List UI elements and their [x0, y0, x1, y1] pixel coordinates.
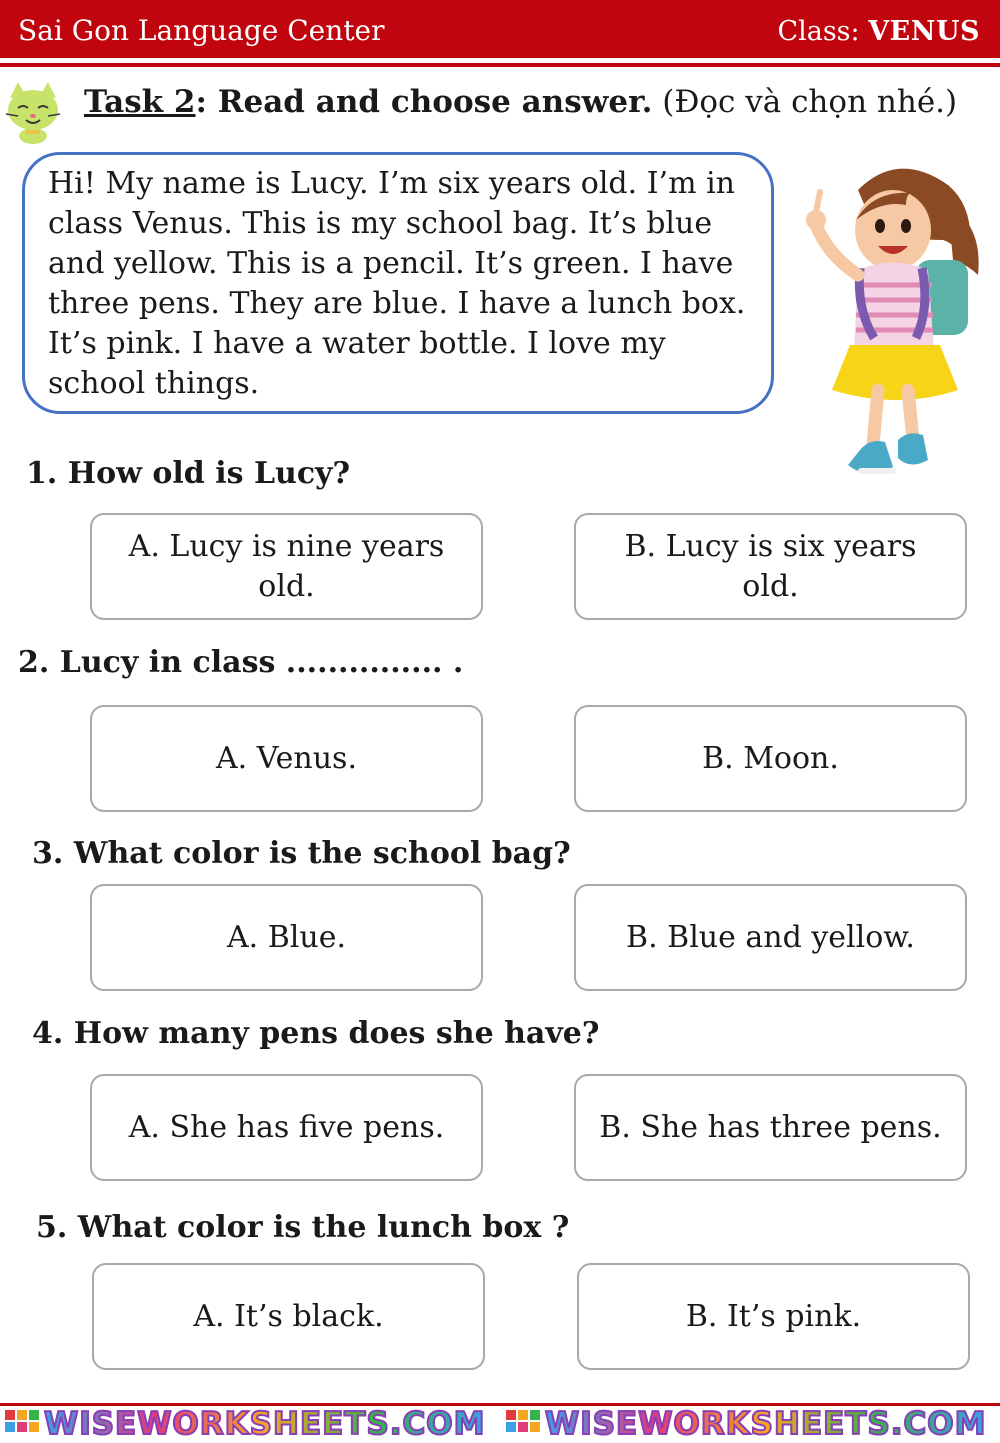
watermark-text: WISEWORKSHEETS.COM — [545, 1406, 987, 1442]
question-2: 2. Lucy in class ............... . — [18, 645, 464, 680]
q4-option-b[interactable]: B. She has three pens. — [574, 1074, 967, 1181]
question-5: 5. What color is the lunch box ? — [36, 1210, 570, 1245]
task-colon: : — [195, 84, 207, 120]
question-4: 4. How many pens does she have? — [32, 1016, 600, 1051]
header-bar — [0, 0, 1000, 58]
question-1: 1. How old is Lucy? — [26, 456, 351, 491]
q1-option-a[interactable]: A. Lucy is nine years old. — [90, 513, 483, 620]
center-name: Sai Gon Language Center — [18, 14, 385, 47]
logo-blocks-icon — [505, 1409, 541, 1439]
task-title — [84, 84, 957, 120]
question-3: 3. What color is the school bag? — [32, 836, 571, 871]
header-divider — [0, 63, 1000, 67]
q3-option-b[interactable]: B. Blue and yellow. — [574, 884, 967, 991]
cat-icon — [4, 80, 62, 144]
logo-blocks-icon — [4, 1409, 40, 1439]
task-number: Task 2 — [84, 84, 196, 120]
class-prefix: Class: — [777, 16, 869, 47]
task-translation: (Đọc và chọn nhé.) — [652, 84, 958, 120]
class-name: VENUS — [868, 16, 980, 47]
girl-illustration — [798, 150, 988, 495]
watermark-text: WISEWORKSHEETS.COM — [44, 1406, 486, 1442]
task-instruction: Read and choose answer. — [206, 84, 653, 120]
q2-option-b[interactable]: B. Moon. — [574, 705, 967, 812]
class-label — [777, 16, 980, 47]
passage-text: Hi! My name is Lucy. I’m six years old. I’m in class Venus. This is my school bag. It’s blue and yellow. This is a pencil. It’s green. I have three pens. They are blue. I have a lunch box. It’s pink. I have a water bottle. I love my school things. — [48, 166, 746, 401]
q1-option-b[interactable]: B. Lucy is six years old. — [574, 513, 967, 620]
footer-watermark-right — [505, 1408, 987, 1440]
footer-watermark-left — [4, 1408, 486, 1440]
q5-option-a[interactable]: A. It’s black. — [92, 1263, 485, 1370]
q3-option-a[interactable]: A. Blue. — [90, 884, 483, 991]
q2-option-a[interactable]: A. Venus. — [90, 705, 483, 812]
q4-option-a[interactable]: A. She has five pens. — [90, 1074, 483, 1181]
q5-option-b[interactable]: B. It’s pink. — [577, 1263, 970, 1370]
